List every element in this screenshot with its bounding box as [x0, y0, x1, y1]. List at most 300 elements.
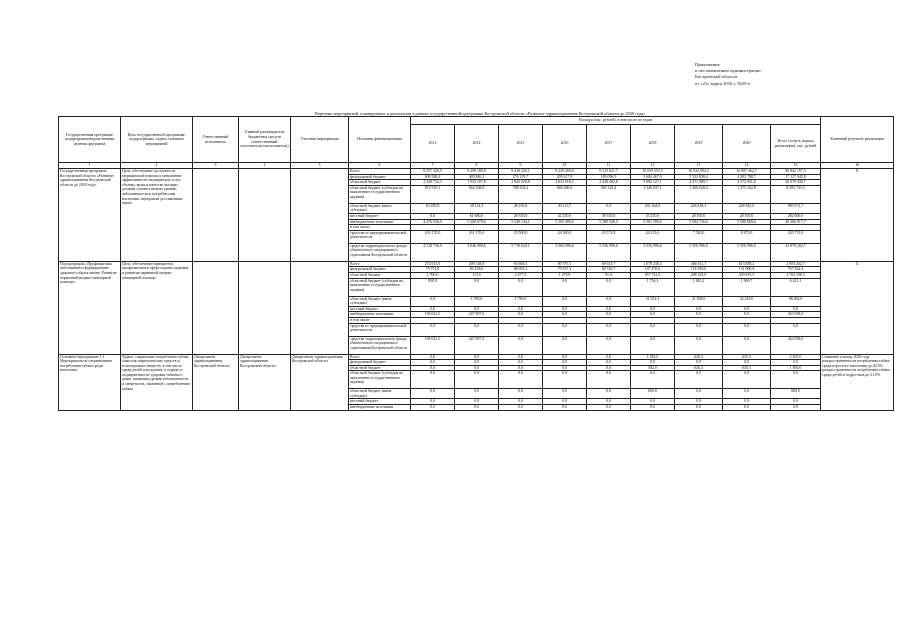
value-cell: 0,0 — [455, 389, 499, 399]
value-cell: 466 611,7 — [675, 261, 723, 267]
funding-source: в том числе: — [349, 317, 411, 323]
value-cell: 161 170,0 — [455, 230, 499, 243]
value-cell: 0,0 — [587, 354, 631, 360]
value-cell: 2 650,0 — [771, 354, 821, 360]
value-cell: 0,0 — [723, 405, 771, 411]
value-cell: 635,3 — [723, 365, 771, 371]
funding-source: внебюджетные источники — [349, 219, 411, 225]
index-cell: 11 — [587, 163, 631, 169]
value-cell: 0,0 — [455, 371, 499, 389]
value-cell: 93 668,3 — [499, 261, 543, 267]
value-cell: 24 500,0 — [543, 230, 587, 243]
col-year: 2019 — [675, 125, 723, 163]
value-cell: 0,0 — [631, 360, 675, 366]
col-program: Государственная программа/подпрограмма/ведомственная целевая программа — [59, 117, 121, 163]
value-cell: 23 572,8 — [587, 230, 631, 243]
value-cell: 0,0 — [411, 371, 455, 389]
index-cell: 10 — [543, 163, 587, 169]
value-cell: 2 903 262,7 — [771, 261, 821, 267]
value-cell: 0,0 — [587, 360, 631, 366]
header-line: к постановлению администрации — [695, 68, 761, 74]
document-title: Перечень мероприятий, планируемых к реализации в рамках государственной программы Костромской области «Развитие здравоохранения Костромской области до 2020 года» — [314, 111, 646, 116]
value-cell: 8 505 733,5 — [771, 185, 821, 203]
funding-source: внебюджетные источники — [349, 312, 411, 318]
funding-source: Всего — [349, 354, 411, 360]
col-goal: Цель государственной программы/подпрограммы, задачи основных мероприятий — [121, 117, 193, 163]
col-source: Источник финансирования — [349, 117, 411, 163]
value-cell: 0,0 — [587, 278, 631, 296]
value-cell: 0,0 — [499, 323, 543, 336]
value-cell: 0,0 — [543, 278, 587, 296]
value-cell: 69 631,7 — [587, 261, 631, 267]
program-name: Подпрограмма «Профилактика заболеваний и формирование здорового образа жизни. Развитие первичной медико-санитарной помощи» — [59, 261, 121, 354]
value-cell: 205 617,9 — [543, 174, 587, 180]
value-cell: 0,0 — [675, 405, 723, 411]
funding-source: местный бюджет — [349, 213, 411, 219]
value-cell: 5 556 996,6 — [723, 243, 771, 261]
value-cell: 767 832,3 — [771, 267, 821, 273]
value-cell: 1 282,0 — [631, 354, 675, 360]
col-total: Итого (за весь период реализации), тыс. рублей — [771, 125, 821, 163]
value-cell: 5 581 596,6 — [631, 219, 675, 225]
value-cell: 1 969,7 — [723, 278, 771, 296]
value-cell: 0,0 — [543, 360, 587, 366]
value-cell: 1 346 837,1 — [631, 185, 675, 203]
value-cell: 0,0 — [631, 336, 675, 354]
col-group: Расходы (тыс. рублей), в том числе по годам — [411, 117, 821, 125]
value-cell: 274 615,6 — [411, 261, 455, 267]
value-cell: 201 264,8 — [631, 203, 675, 213]
value-cell: 0,0 — [587, 336, 631, 354]
value-cell: 1 845,2 — [675, 278, 723, 296]
value-cell: 0,0 — [499, 312, 543, 318]
index-cell: 7 — [411, 163, 455, 169]
value-cell: 626,3 — [675, 365, 723, 371]
value-cell: 40 386 917,7 — [771, 219, 821, 225]
value-cell: 189 096,9 — [587, 174, 631, 180]
program-name: Государственная программа Костромской области «Развитие здравоохранения Костромской области до 2020 года» — [59, 169, 121, 262]
index-cell: 15 — [771, 163, 821, 169]
value-cell: 5 588 869,6 — [723, 219, 771, 225]
funding-source: внебюджетные источники — [349, 405, 411, 411]
col-result: Конечный результат реализации — [821, 117, 894, 163]
value-cell: 635,3 — [723, 354, 771, 360]
value-cell: 9 215 621,7 — [587, 169, 631, 175]
value-cell: 0,0 — [455, 354, 499, 360]
value-cell: 0,0 — [543, 389, 587, 399]
value-cell: 0,0 — [499, 365, 543, 371]
funding-source: средства территориального фонда обязательного медицинского страхования Костромской области — [349, 336, 411, 354]
value-cell: 5 046 909,6 — [455, 243, 499, 261]
value-cell: 0,0 — [675, 360, 723, 366]
value-cell: 0,0 — [455, 278, 499, 296]
value-cell: 613 838,2 — [723, 261, 771, 267]
value-cell: 0,0 — [675, 336, 723, 354]
value-cell: 131 900,0 — [723, 267, 771, 273]
value-cell: 30 213,7 — [543, 203, 587, 213]
value-cell: 0,0 — [411, 354, 455, 360]
value-cell: 0,0 — [543, 306, 587, 312]
value-cell: 196 041,0 — [411, 312, 455, 318]
document-header — [695, 62, 835, 87]
col-year: 2020 — [723, 125, 771, 163]
value-cell: 2 843 028,8 — [499, 180, 543, 186]
value-cell: 0,0 — [587, 323, 631, 336]
value-cell: 1 780,0 — [499, 296, 543, 306]
index-cell: 1 — [59, 163, 121, 169]
funding-source: федеральный бюджет — [349, 267, 411, 273]
value-cell: 0,0 — [675, 312, 723, 318]
header-line: Костромской области — [695, 74, 738, 80]
value-cell: 850,0 — [411, 278, 455, 296]
value-cell: 0,0 — [543, 312, 587, 318]
value-cell: 0,0 — [543, 296, 587, 306]
value-cell: 0,0 — [455, 405, 499, 411]
funding-source: федеральный бюджет — [349, 360, 411, 366]
final-result: X — [821, 169, 894, 262]
value-cell: 0,0 — [543, 365, 587, 371]
funding-source: в том числе: — [349, 225, 411, 231]
value-cell: 0,0 — [411, 389, 455, 399]
value-cell: 0,0 — [543, 405, 587, 411]
value-cell: 0,0 — [631, 405, 675, 411]
value-cell: 0,0 — [455, 323, 499, 336]
value-cell: 107 470,0 — [631, 267, 675, 273]
value-cell: 0,0 — [771, 371, 821, 389]
value-cell: 0,0 — [771, 306, 821, 312]
value-cell: 5 330 144,1 — [499, 219, 543, 225]
value-cell: 0,0 — [675, 389, 723, 399]
value-cell: 5 719 644,1 — [499, 243, 543, 261]
value-cell: 0,0 — [499, 336, 543, 354]
funding-source: областной бюджет (иные субсидии) — [349, 203, 411, 213]
value-cell: 91,0 — [587, 272, 631, 278]
value-cell: 0,0 — [499, 371, 543, 389]
value-cell: 0,0 — [411, 365, 455, 371]
value-cell: 83 438,6 — [455, 267, 499, 273]
value-cell: 443 938,0 — [771, 336, 821, 354]
value-cell: 626,3 — [675, 354, 723, 360]
value-cell: 4 476 536,0 — [411, 219, 455, 225]
value-cell: 0,0 — [499, 278, 543, 296]
funding-source: средства от предпринимательской деятельности — [349, 323, 411, 336]
funding-source: областной бюджет (иные субсидии) — [349, 296, 411, 306]
col-executor: Ответственный исполнитель — [193, 117, 239, 163]
value-cell: 16 924 994,3 — [675, 169, 723, 175]
final-result: Снижение к концу 2020 года распространенности потребления табака среди взрослого населения до 26,5%, распространенности потребления табака среди детей и подростков до 21,0% — [821, 354, 894, 410]
value-cell: 0,0 — [411, 306, 455, 312]
col-year: 2017 — [587, 125, 631, 163]
value-cell: 800,0 — [771, 389, 821, 399]
value-cell: 276 219,7 — [499, 174, 543, 180]
value-cell: 8 873,0 — [723, 230, 771, 243]
value-cell: 248 438,3 — [675, 203, 723, 213]
value-cell: 0,0 — [723, 323, 771, 336]
value-cell: 0,0 — [587, 405, 631, 411]
value-cell: 6 421,1 — [771, 278, 821, 296]
value-cell: 53 250,0 — [631, 213, 675, 219]
value-cell: 5 585 496,6 — [543, 219, 587, 225]
executor: Департамент здравоохранения Костромской области — [193, 354, 239, 410]
participant — [291, 169, 349, 262]
value-cell: 846 360,6 — [543, 185, 587, 203]
value-cell: 5 580 548,5 — [587, 219, 631, 225]
value-cell: 0,0 — [675, 306, 723, 312]
index-cell: 8 — [455, 163, 499, 169]
funding-source: областной бюджет — [349, 365, 411, 371]
value-cell: 88 092,3 — [499, 267, 543, 273]
value-cell: 949 143,4 — [587, 185, 631, 203]
value-cell: 79 557,3 — [543, 267, 587, 273]
program-goal: Цель: обеспечение приоритета профилактики в сфере охраны здоровья и развития первичной медико-санитарной помощи — [121, 261, 193, 354]
participant: Департамент здравоохранения Костромской области — [291, 354, 349, 410]
value-cell: 0,0 — [723, 389, 771, 399]
value-cell: 480 846,1 — [455, 174, 499, 180]
value-cell: 209 148,8 — [455, 261, 499, 267]
value-cell: 1 780,0 — [455, 296, 499, 306]
col-year: 2016 — [543, 125, 587, 163]
value-cell: 2 458 482,8 — [587, 180, 631, 186]
value-cell: 0,0 — [587, 296, 631, 306]
value-cell: 196 041,0 — [411, 336, 455, 354]
value-cell: 0,0 — [543, 371, 587, 389]
funding-source: областной бюджет (субсидия на выполнение государственного задания) — [349, 371, 411, 389]
value-cell: 0,0 — [631, 312, 675, 318]
value-cell: 0,0 — [723, 312, 771, 318]
col-year: 2014 — [455, 125, 499, 163]
value-cell: 5 332 838,4 — [675, 174, 723, 180]
value-cell: 1 078 230,3 — [631, 261, 675, 267]
funding-source: областной бюджет (субсидия на выполнение государственного задания) — [349, 278, 411, 296]
index-cell: 4 — [239, 163, 291, 169]
value-cell: 0,0 — [631, 399, 675, 405]
budget-manager — [239, 261, 291, 354]
value-cell: 5 082 127,1 — [631, 180, 675, 186]
value-cell: 31 398,6 — [675, 296, 723, 306]
value-cell: 0,0 — [411, 405, 455, 411]
value-cell: 980 972,7 — [771, 203, 821, 213]
value-cell: 582,0 — [631, 365, 675, 371]
value-cell: 8 257 426,5 — [411, 169, 455, 175]
value-cell: 696 588,4 — [411, 174, 455, 180]
col-year: 2015 — [499, 125, 543, 163]
value-cell: 16 887 462,7 — [723, 169, 771, 175]
funding-table — [58, 116, 894, 411]
index-cell: 12 — [631, 163, 675, 169]
funding-source: областной бюджет — [349, 272, 411, 278]
value-cell: 42 878 202,7 — [771, 243, 821, 261]
value-cell: 28 350,0 — [499, 213, 543, 219]
value-cell: 0,0 — [543, 323, 587, 336]
value-cell: 0,0 — [587, 389, 631, 399]
value-cell: 0,0 — [587, 312, 631, 318]
value-cell: 0,0 — [455, 399, 499, 405]
value-cell: 443 938,0 — [771, 312, 821, 318]
value-cell: 0,0 — [455, 360, 499, 366]
value-cell: 0,0 — [675, 371, 723, 389]
value-cell: 1 479,8 — [543, 272, 587, 278]
index-cell: 14 — [723, 163, 771, 169]
participant — [291, 261, 349, 354]
value-cell: 0,0 — [499, 354, 543, 360]
value-cell: 5 556 996,6 — [587, 243, 631, 261]
funding-source: Всего — [349, 261, 411, 267]
value-cell: 3 684 467,9 — [631, 174, 675, 180]
value-cell: 63 289,8 — [411, 203, 455, 213]
value-cell: 0,0 — [587, 399, 631, 405]
value-cell: 247 897,0 — [455, 312, 499, 318]
value-cell: 0,0 — [723, 306, 771, 312]
value-cell: 0,0 — [675, 399, 723, 405]
value-cell: 0,0 — [771, 399, 821, 405]
value-cell: 0,0 — [723, 371, 771, 389]
index-cell: 5 — [291, 163, 349, 169]
value-cell: 0,0 — [631, 306, 675, 312]
value-cell: 68 740,7 — [587, 267, 631, 273]
value-cell: 248 581,0 — [723, 203, 771, 213]
value-cell: 2 348 734,3 — [411, 180, 455, 186]
value-cell: 114 659,0 — [675, 267, 723, 273]
value-cell: 0,0 — [411, 296, 455, 306]
value-cell: 298 335,9 — [675, 272, 723, 278]
value-cell: 0,0 — [587, 365, 631, 371]
value-cell: 7 740,0 — [675, 230, 723, 243]
value-cell: 28 350,0 — [675, 213, 723, 219]
value-cell: 38 350,0 — [587, 213, 631, 219]
col-year: 2013 — [411, 125, 455, 163]
value-cell: 0,0 — [723, 399, 771, 405]
value-cell: 32 249,0 — [723, 296, 771, 306]
program-goal: Цель: обеспечение доступности медицинской помощи и повышение эффективности медицинских услуг, объемы, виды и качество которых должны соответствовать уровню заболеваемости и потребностям населения, передовым достижениям науки — [121, 169, 193, 262]
value-cell: 9 298 180,8 — [455, 169, 499, 175]
value-cell: 282 600,0 — [771, 213, 821, 219]
value-cell: 800,0 — [631, 389, 675, 399]
header-line: Приложение — [695, 62, 720, 67]
program-goal: Задача: сокращение потребления табака, алкоголя, наркотических средств и психотропных веществ, в том числе среди детей и молодежи, в охране от подверженности здоровья табачного дыма, снижения уровня заболеваемости и смертности, связанной с потреблением табака — [121, 354, 193, 410]
value-cell: 0,0 — [631, 371, 675, 389]
value-cell: 10 039 553,5 — [631, 169, 675, 175]
value-cell: 5 556 996,6 — [675, 243, 723, 261]
value-cell: 75 974,0 — [411, 267, 455, 273]
value-cell: 4 282 788,7 — [723, 174, 771, 180]
value-cell: 459 819,5 — [723, 272, 771, 278]
value-cell: 17 127 945,8 — [771, 174, 821, 180]
value-cell: 38 114,3 — [455, 203, 499, 213]
value-cell: 0,0 — [587, 371, 631, 389]
value-cell: 0,0 — [499, 405, 543, 411]
value-cell: 0,0 — [587, 203, 631, 213]
value-cell: 0,0 — [587, 306, 631, 312]
value-cell: 80 787,1 — [543, 261, 587, 267]
value-cell: 0,0 — [771, 360, 821, 366]
executor — [193, 169, 239, 262]
value-cell: 0,0 — [499, 360, 543, 366]
value-cell: 113,6 — [455, 272, 499, 278]
value-cell: 1 850,0 — [771, 365, 821, 371]
value-cell: 0,0 — [499, 306, 543, 312]
index-cell: 2 — [121, 163, 193, 169]
index-cell: 6 — [349, 163, 411, 169]
col-participant: Участник мероприятия — [291, 117, 349, 163]
funding-source: федеральный бюджет — [349, 174, 411, 180]
funding-source: областной бюджет — [349, 180, 411, 186]
value-cell: 4 471 989,7 — [675, 180, 723, 186]
col-year: 2018 — [631, 125, 675, 163]
value-cell: 5 584 736,6 — [675, 219, 723, 225]
value-cell: 42 250,0 — [543, 213, 587, 219]
value-cell: 2 633 918,2 — [543, 180, 587, 186]
value-cell: 1 360 628,4 — [675, 185, 723, 203]
value-cell: 0,0 — [771, 405, 821, 411]
value-cell: 0,0 — [543, 336, 587, 354]
value-cell: 1 933 107,8 — [455, 180, 499, 186]
value-cell: 103 170,0 — [411, 230, 455, 243]
value-cell: 435 715,8 — [771, 230, 821, 243]
value-cell: 26 079 430,7 — [771, 180, 821, 186]
value-cell: 0,0 — [543, 354, 587, 360]
value-cell: 2 677,3 — [499, 272, 543, 278]
col-manager: Главный распорядитель бюджетных средств (ответственный исполнитель/соисполнитель) — [239, 117, 291, 163]
value-cell: 96 842 197,5 — [771, 169, 821, 175]
value-cell: 24 215,0 — [631, 230, 675, 243]
value-cell: 1 756,3 — [631, 278, 675, 296]
value-cell: 0,0 — [411, 323, 455, 336]
value-cell: 957 741,0 — [631, 272, 675, 278]
header-line: от «21» марта 2016 г. №85-а — [695, 80, 750, 86]
value-cell: 9 438 226,1 — [499, 169, 543, 175]
index-cell: 16 — [821, 163, 894, 169]
value-cell: 0,0 — [723, 336, 771, 354]
value-cell: 0,0 — [543, 399, 587, 405]
value-cell: 0,0 — [499, 399, 543, 405]
funding-source: местный бюджет — [349, 306, 411, 312]
value-cell: 0,0 — [455, 365, 499, 371]
value-cell: 0,0 — [411, 213, 455, 219]
value-cell: 9 229 260,6 — [543, 169, 587, 175]
budget-manager — [239, 169, 291, 262]
budget-manager: Департамент здравоохранения Костромской области — [239, 354, 291, 410]
funding-source: местный бюджет — [349, 399, 411, 405]
executor — [193, 261, 239, 354]
funding-source: средства от предпринимательской деятельности — [349, 230, 411, 243]
value-cell: 4 372 931,0 — [723, 180, 771, 186]
value-cell: 0,0 — [411, 360, 455, 366]
value-cell: 788 333,2 — [499, 185, 543, 203]
funding-source: Всего — [349, 169, 411, 175]
value-cell: 48 190,3 — [499, 203, 543, 213]
value-cell: 872 919,3 — [411, 185, 455, 203]
value-cell: 25 500,0 — [499, 230, 543, 243]
program-name: Основное мероприятие 1.1. Мероприятия по отграничению потребления табака среди населения — [59, 354, 121, 410]
value-cell: 28 350,0 — [723, 213, 771, 219]
value-cell: 247 897,0 — [455, 336, 499, 354]
funding-source: средства территориального фонда обязательного медицинского страхования Костромской области — [349, 243, 411, 261]
value-cell: 1 702 108,5 — [771, 272, 821, 278]
value-cell: 1 700,6 — [411, 272, 455, 278]
index-cell: 3 — [193, 163, 239, 169]
index-cell: 9 — [499, 163, 543, 169]
value-cell: 0,0 — [675, 323, 723, 336]
value-cell: 61 680,0 — [455, 213, 499, 219]
funding-source: областной бюджет (субсидия на выполнение государственного задания) — [349, 185, 411, 203]
value-cell: 0,0 — [631, 323, 675, 336]
value-cell: 5 560 996,6 — [543, 243, 587, 261]
index-cell: 13 — [675, 163, 723, 169]
value-cell: 0,0 — [455, 306, 499, 312]
funding-source: областной бюджет (иные субсидии) — [349, 389, 411, 399]
value-cell: 31 352,3 — [631, 296, 675, 306]
value-cell: 0,0 — [771, 323, 821, 336]
